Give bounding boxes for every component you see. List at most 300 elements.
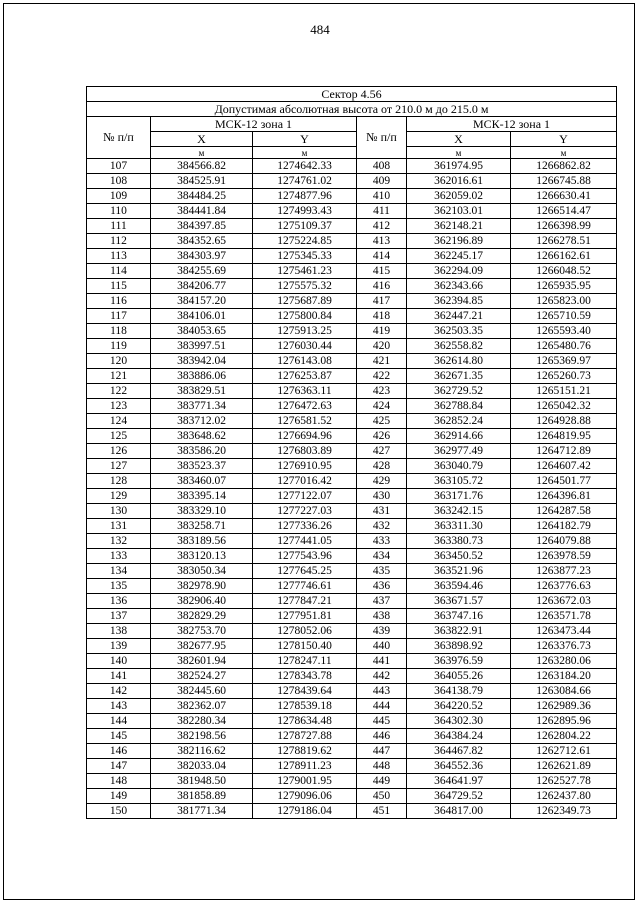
row-number-left: 126 <box>87 444 151 459</box>
table-row <box>87 459 617 474</box>
x-value-right: 362245.17 <box>407 249 511 264</box>
unit-y-right: м <box>511 147 617 159</box>
row-number-left: 139 <box>87 639 151 654</box>
table-row <box>87 624 617 639</box>
x-value-left: 383771.34 <box>151 399 253 414</box>
row-number-right: 416 <box>357 279 407 294</box>
x-value-right: 363105.72 <box>407 474 511 489</box>
x-value-right: 363311.30 <box>407 519 511 534</box>
row-number-left: 147 <box>87 759 151 774</box>
row-number-right: 447 <box>357 744 407 759</box>
y-value-right: 1264928.88 <box>511 414 617 429</box>
row-number-left: 127 <box>87 459 151 474</box>
x-value-left: 381858.89 <box>151 789 253 804</box>
y-value-left: 1275913.25 <box>253 324 357 339</box>
y-value-right: 1264712.89 <box>511 444 617 459</box>
y-value-left: 1277847.21 <box>253 594 357 609</box>
table-row <box>87 204 617 219</box>
y-value-left: 1279186.04 <box>253 804 357 819</box>
x-value-left: 382601.94 <box>151 654 253 669</box>
row-number-right: 427 <box>357 444 407 459</box>
x-header-left: X <box>151 132 253 147</box>
x-header-right: X <box>407 132 511 147</box>
table-row <box>87 339 617 354</box>
table-row <box>87 519 617 534</box>
y-value-left: 1277336.26 <box>253 519 357 534</box>
sector-title: Сектор 4.56 <box>87 87 617 102</box>
table-row <box>87 324 617 339</box>
x-value-right: 363380.73 <box>407 534 511 549</box>
row-number-right: 423 <box>357 384 407 399</box>
row-number-right: 451 <box>357 804 407 819</box>
y-value-left: 1276253.87 <box>253 369 357 384</box>
y-value-left: 1274993.43 <box>253 204 357 219</box>
y-value-left: 1277746.61 <box>253 579 357 594</box>
x-value-left: 382906.40 <box>151 594 253 609</box>
y-value-right: 1262712.61 <box>511 744 617 759</box>
row-number-left: 144 <box>87 714 151 729</box>
y-value-left: 1276803.89 <box>253 444 357 459</box>
x-value-left: 383329.10 <box>151 504 253 519</box>
table-row <box>87 759 617 774</box>
row-number-left: 142 <box>87 684 151 699</box>
zone-header-left: МСК-12 зона 1 <box>151 117 357 132</box>
row-number-right: 445 <box>357 714 407 729</box>
y-value-left: 1278343.78 <box>253 669 357 684</box>
row-number-right: 414 <box>357 249 407 264</box>
row-number-left: 132 <box>87 534 151 549</box>
y-value-right: 1263473.44 <box>511 624 617 639</box>
row-number-left: 140 <box>87 654 151 669</box>
x-value-right: 364302.30 <box>407 714 511 729</box>
table-row <box>87 294 617 309</box>
x-value-right: 364384.24 <box>407 729 511 744</box>
y-value-right: 1263672.03 <box>511 594 617 609</box>
y-value-right: 1264607.42 <box>511 459 617 474</box>
y-value-right: 1264182.79 <box>511 519 617 534</box>
x-value-right: 362103.01 <box>407 204 511 219</box>
table-row <box>87 159 617 174</box>
y-value-left: 1278247.11 <box>253 654 357 669</box>
y-value-left: 1279096.06 <box>253 789 357 804</box>
row-number-right: 450 <box>357 789 407 804</box>
x-value-left: 384352.65 <box>151 234 253 249</box>
x-value-right: 363521.96 <box>407 564 511 579</box>
y-value-left: 1277227.03 <box>253 504 357 519</box>
y-value-left: 1278819.62 <box>253 744 357 759</box>
table-row <box>87 549 617 564</box>
y-value-left: 1277951.81 <box>253 609 357 624</box>
x-value-left: 383997.51 <box>151 339 253 354</box>
y-value-right: 1265823.00 <box>511 294 617 309</box>
y-value-left: 1277441.05 <box>253 534 357 549</box>
x-value-right: 362977.49 <box>407 444 511 459</box>
x-value-right: 363898.92 <box>407 639 511 654</box>
x-value-right: 362503.35 <box>407 324 511 339</box>
row-number-right: 419 <box>357 324 407 339</box>
row-number-left: 146 <box>87 744 151 759</box>
y-value-left: 1274761.02 <box>253 174 357 189</box>
table-row <box>87 264 617 279</box>
x-value-left: 382753.70 <box>151 624 253 639</box>
x-value-left: 384303.97 <box>151 249 253 264</box>
table-row <box>87 564 617 579</box>
row-number-right: 448 <box>357 759 407 774</box>
unit-y-left: м <box>253 147 357 159</box>
row-number-right: 428 <box>357 459 407 474</box>
x-value-left: 381948.50 <box>151 774 253 789</box>
row-number-left: 131 <box>87 519 151 534</box>
x-value-right: 362016.61 <box>407 174 511 189</box>
x-value-right: 363822.91 <box>407 624 511 639</box>
row-number-right: 449 <box>357 774 407 789</box>
x-value-left: 384525.91 <box>151 174 253 189</box>
row-number-left: 149 <box>87 789 151 804</box>
table-row <box>87 594 617 609</box>
x-value-left: 382362.07 <box>151 699 253 714</box>
y-value-right: 1266514.47 <box>511 204 617 219</box>
y-value-right: 1265710.59 <box>511 309 617 324</box>
y-value-right: 1263776.63 <box>511 579 617 594</box>
table-row <box>87 654 617 669</box>
table-row <box>87 354 617 369</box>
x-value-right: 362614.80 <box>407 354 511 369</box>
table-row <box>87 219 617 234</box>
row-number-right: 444 <box>357 699 407 714</box>
y-value-right: 1266862.82 <box>511 159 617 174</box>
x-value-left: 383648.62 <box>151 429 253 444</box>
y-value-right: 1263877.23 <box>511 564 617 579</box>
x-value-left: 384157.20 <box>151 294 253 309</box>
x-value-right: 363747.16 <box>407 609 511 624</box>
y-value-right: 1266048.52 <box>511 264 617 279</box>
table-row <box>87 804 617 819</box>
y-value-left: 1274877.96 <box>253 189 357 204</box>
row-number-right: 415 <box>357 264 407 279</box>
x-value-left: 383829.51 <box>151 384 253 399</box>
row-number-left: 141 <box>87 669 151 684</box>
table-row <box>87 399 617 414</box>
x-value-right: 363976.59 <box>407 654 511 669</box>
y-value-right: 1262621.89 <box>511 759 617 774</box>
x-value-right: 363171.76 <box>407 489 511 504</box>
row-number-right: 408 <box>357 159 407 174</box>
x-value-right: 362343.66 <box>407 279 511 294</box>
table-row <box>87 429 617 444</box>
row-number-left: 133 <box>87 549 151 564</box>
y-value-right: 1265260.73 <box>511 369 617 384</box>
coordinates-table <box>86 86 617 819</box>
row-number-right: 429 <box>357 474 407 489</box>
y-value-left: 1278634.48 <box>253 714 357 729</box>
y-value-right: 1264396.81 <box>511 489 617 504</box>
table-row <box>87 669 617 684</box>
x-value-left: 382978.90 <box>151 579 253 594</box>
unit-x-right: м <box>407 147 511 159</box>
x-value-right: 363594.46 <box>407 579 511 594</box>
y-value-right: 1262349.73 <box>511 804 617 819</box>
row-number-left: 129 <box>87 489 151 504</box>
y-value-right: 1262804.22 <box>511 729 617 744</box>
x-value-left: 383395.14 <box>151 489 253 504</box>
x-value-left: 384397.85 <box>151 219 253 234</box>
row-number-right: 412 <box>357 219 407 234</box>
y-value-right: 1264819.95 <box>511 429 617 444</box>
x-value-left: 384255.69 <box>151 264 253 279</box>
row-number-left: 125 <box>87 429 151 444</box>
table-row <box>87 774 617 789</box>
y-value-left: 1279001.95 <box>253 774 357 789</box>
y-value-left: 1276581.52 <box>253 414 357 429</box>
row-number-right: 441 <box>357 654 407 669</box>
y-value-left: 1278727.88 <box>253 729 357 744</box>
y-value-left: 1275687.89 <box>253 294 357 309</box>
y-value-left: 1276363.11 <box>253 384 357 399</box>
row-number-right: 418 <box>357 309 407 324</box>
table-row <box>87 744 617 759</box>
x-value-right: 362196.89 <box>407 234 511 249</box>
row-number-left: 108 <box>87 174 151 189</box>
x-value-left: 383942.04 <box>151 354 253 369</box>
row-number-left: 122 <box>87 384 151 399</box>
table-row <box>87 309 617 324</box>
row-number-left: 135 <box>87 579 151 594</box>
y-value-left: 1278150.40 <box>253 639 357 654</box>
row-number-right: 421 <box>357 354 407 369</box>
table-row <box>87 189 617 204</box>
x-value-right: 362788.84 <box>407 399 511 414</box>
row-number-right: 411 <box>357 204 407 219</box>
y-value-right: 1263978.59 <box>511 549 617 564</box>
table-body <box>87 159 617 819</box>
row-number-left: 113 <box>87 249 151 264</box>
y-value-left: 1277122.07 <box>253 489 357 504</box>
x-value-right: 364552.36 <box>407 759 511 774</box>
table-row <box>87 234 617 249</box>
x-value-left: 383460.07 <box>151 474 253 489</box>
x-value-right: 364817.00 <box>407 804 511 819</box>
y-value-right: 1264501.77 <box>511 474 617 489</box>
row-number-left: 120 <box>87 354 151 369</box>
x-value-left: 384106.01 <box>151 309 253 324</box>
x-value-right: 362059.02 <box>407 189 511 204</box>
x-value-left: 384566.82 <box>151 159 253 174</box>
x-value-left: 383258.71 <box>151 519 253 534</box>
num-header-left: № п/п <box>87 117 151 159</box>
y-value-left: 1278052.06 <box>253 624 357 639</box>
y-value-left: 1275109.37 <box>253 219 357 234</box>
y-value-left: 1277645.25 <box>253 564 357 579</box>
x-value-left: 383586.20 <box>151 444 253 459</box>
row-number-right: 438 <box>357 609 407 624</box>
y-value-left: 1276910.95 <box>253 459 357 474</box>
x-value-left: 382198.56 <box>151 729 253 744</box>
table-row <box>87 489 617 504</box>
x-value-left: 384206.77 <box>151 279 253 294</box>
y-value-right: 1263084.66 <box>511 684 617 699</box>
row-number-left: 112 <box>87 234 151 249</box>
row-number-right: 422 <box>357 369 407 384</box>
x-value-right: 362914.66 <box>407 429 511 444</box>
row-number-left: 114 <box>87 264 151 279</box>
row-number-left: 145 <box>87 729 151 744</box>
table-row <box>87 714 617 729</box>
table-row <box>87 279 617 294</box>
row-number-left: 123 <box>87 399 151 414</box>
y-value-left: 1275224.85 <box>253 234 357 249</box>
x-value-right: 364220.52 <box>407 699 511 714</box>
table-row <box>87 414 617 429</box>
x-value-right: 362558.82 <box>407 339 511 354</box>
x-value-right: 364055.26 <box>407 669 511 684</box>
x-value-right: 363040.79 <box>407 459 511 474</box>
x-value-right: 362394.85 <box>407 294 511 309</box>
height-note: Допустимая абсолютная высота от 210.0 м до 215.0 м <box>87 102 617 117</box>
row-number-left: 128 <box>87 474 151 489</box>
x-value-right: 363450.52 <box>407 549 511 564</box>
y-header-left: Y <box>253 132 357 147</box>
row-number-left: 138 <box>87 624 151 639</box>
table-row <box>87 249 617 264</box>
unit-x-left: м <box>151 147 253 159</box>
row-number-left: 115 <box>87 279 151 294</box>
y-value-left: 1276694.96 <box>253 429 357 444</box>
zone-header-right: МСК-12 зона 1 <box>407 117 617 132</box>
x-value-left: 382677.95 <box>151 639 253 654</box>
row-number-right: 439 <box>357 624 407 639</box>
y-value-left: 1275345.33 <box>253 249 357 264</box>
x-value-right: 364641.97 <box>407 774 511 789</box>
y-value-right: 1263184.20 <box>511 669 617 684</box>
y-value-right: 1266398.99 <box>511 219 617 234</box>
table-row <box>87 639 617 654</box>
x-value-left: 382445.60 <box>151 684 253 699</box>
row-number-right: 430 <box>357 489 407 504</box>
table-row <box>87 699 617 714</box>
x-value-left: 383712.02 <box>151 414 253 429</box>
row-number-right: 442 <box>357 669 407 684</box>
table-row <box>87 384 617 399</box>
row-number-right: 437 <box>357 594 407 609</box>
x-value-right: 362729.52 <box>407 384 511 399</box>
row-number-left: 137 <box>87 609 151 624</box>
row-number-right: 434 <box>357 549 407 564</box>
y-value-right: 1264079.88 <box>511 534 617 549</box>
y-value-left: 1276030.44 <box>253 339 357 354</box>
row-number-left: 119 <box>87 339 151 354</box>
x-value-left: 382116.62 <box>151 744 253 759</box>
x-value-right: 362148.21 <box>407 219 511 234</box>
row-number-left: 143 <box>87 699 151 714</box>
y-value-left: 1278911.23 <box>253 759 357 774</box>
num-header-right: № п/п <box>357 117 407 159</box>
y-value-right: 1263571.78 <box>511 609 617 624</box>
row-number-right: 420 <box>357 339 407 354</box>
y-value-right: 1265042.32 <box>511 399 617 414</box>
y-value-left: 1274642.33 <box>253 159 357 174</box>
table-row <box>87 444 617 459</box>
x-value-left: 384053.65 <box>151 324 253 339</box>
row-number-right: 446 <box>357 729 407 744</box>
row-number-right: 432 <box>357 519 407 534</box>
x-value-right: 362294.09 <box>407 264 511 279</box>
x-value-left: 383050.34 <box>151 564 253 579</box>
y-header-right: Y <box>511 132 617 147</box>
row-number-left: 148 <box>87 774 151 789</box>
table-row <box>87 504 617 519</box>
y-value-left: 1276472.63 <box>253 399 357 414</box>
row-number-left: 118 <box>87 324 151 339</box>
row-number-left: 109 <box>87 189 151 204</box>
y-value-right: 1262895.96 <box>511 714 617 729</box>
x-value-left: 382524.27 <box>151 669 253 684</box>
y-value-left: 1275461.23 <box>253 264 357 279</box>
y-value-right: 1266162.61 <box>511 249 617 264</box>
x-value-left: 381771.34 <box>151 804 253 819</box>
x-value-right: 364467.82 <box>407 744 511 759</box>
y-value-left: 1275575.32 <box>253 279 357 294</box>
row-number-right: 436 <box>357 579 407 594</box>
table-row <box>87 579 617 594</box>
y-value-right: 1266745.88 <box>511 174 617 189</box>
y-value-left: 1275800.84 <box>253 309 357 324</box>
x-value-left: 382280.34 <box>151 714 253 729</box>
y-value-left: 1278439.64 <box>253 684 357 699</box>
y-value-right: 1263376.73 <box>511 639 617 654</box>
x-value-right: 362447.21 <box>407 309 511 324</box>
row-number-left: 150 <box>87 804 151 819</box>
x-value-left: 383886.06 <box>151 369 253 384</box>
row-number-right: 409 <box>357 174 407 189</box>
row-number-right: 426 <box>357 429 407 444</box>
row-number-right: 435 <box>357 564 407 579</box>
y-value-left: 1277543.96 <box>253 549 357 564</box>
table-row <box>87 789 617 804</box>
x-value-right: 362852.24 <box>407 414 511 429</box>
table-row <box>87 174 617 189</box>
x-value-left: 383189.56 <box>151 534 253 549</box>
table-row <box>87 369 617 384</box>
y-value-right: 1264287.58 <box>511 504 617 519</box>
x-value-right: 362671.35 <box>407 369 511 384</box>
y-value-right: 1265151.21 <box>511 384 617 399</box>
row-number-left: 136 <box>87 594 151 609</box>
x-value-right: 363242.15 <box>407 504 511 519</box>
row-number-left: 117 <box>87 309 151 324</box>
x-value-left: 384484.25 <box>151 189 253 204</box>
row-number-right: 440 <box>357 639 407 654</box>
row-number-left: 110 <box>87 204 151 219</box>
x-value-right: 361974.95 <box>407 159 511 174</box>
x-value-left: 382033.04 <box>151 759 253 774</box>
table-row <box>87 729 617 744</box>
table-row <box>87 474 617 489</box>
row-number-right: 433 <box>357 534 407 549</box>
row-number-left: 134 <box>87 564 151 579</box>
row-number-right: 417 <box>357 294 407 309</box>
y-value-right: 1266278.51 <box>511 234 617 249</box>
y-value-right: 1262437.80 <box>511 789 617 804</box>
row-number-right: 431 <box>357 504 407 519</box>
y-value-left: 1276143.08 <box>253 354 357 369</box>
y-value-left: 1278539.18 <box>253 699 357 714</box>
y-value-right: 1262989.36 <box>511 699 617 714</box>
x-value-left: 384441.84 <box>151 204 253 219</box>
row-number-left: 111 <box>87 219 151 234</box>
x-value-right: 364138.79 <box>407 684 511 699</box>
row-number-right: 424 <box>357 399 407 414</box>
row-number-left: 124 <box>87 414 151 429</box>
